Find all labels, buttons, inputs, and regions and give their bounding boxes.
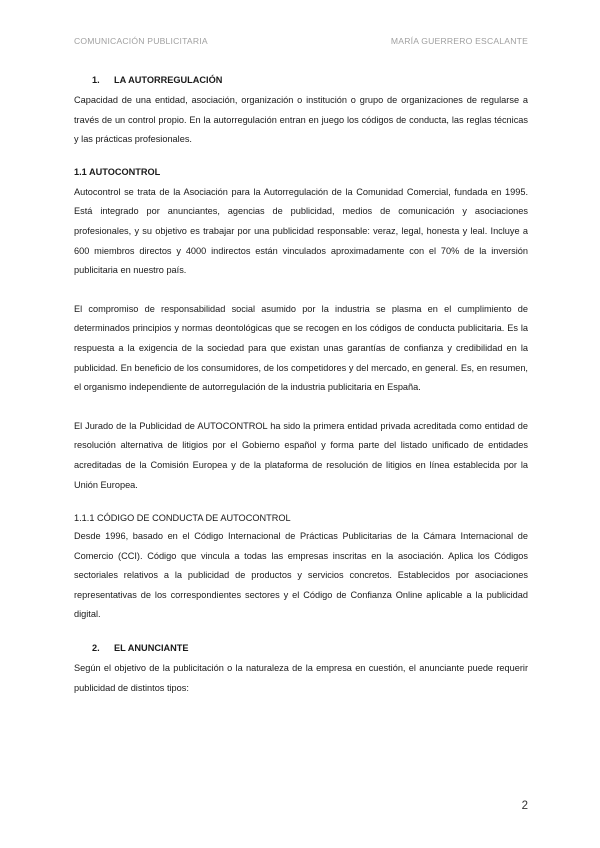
section-1-1-1-heading: 1.1.1 CÓDIGO DE CONDUCTA DE AUTOCONTROL [74,513,291,524]
header-course-title: COMUNICACIÓN PUBLICITARIA [74,36,208,46]
section-1-1-1-paragraph: Desde 1996, basado en el Código Internacional de Prácticas Publicitarias de la Cámara Internacional de Comercio (CCI). Código que vincula a todas las empresas inscritas en la asociación. Aplica los Códigos sectoriales relativos a la publicidad de productos y servicios concretos. Establecidos por asociaciones representativas de los correspondientes sectores y el Código de Confianza Online aplicable a la publicidad digital. [74,531,528,620]
section-1-1-paragraph-3: El Jurado de la Publicidad de AUTOCONTROL ha sido la primera entidad privada acreditada como entidad de resolución alternativa de litigios por el Gobierno español y forma parte del listado unificado de entidades acreditadas de la Comisión Europea y de la plataforma de resolución de litigios en línea establecida por la Unión Europea. [74,420,528,490]
section-1-heading [74,71,528,89]
section-1-number: 1. [92,75,100,85]
section-2-number: 2. [92,643,100,654]
header-author-name: MARÍA GUERRERO ESCALANTE [390,36,528,46]
section-1-1-paragraph-2: El compromiso de responsabilidad social asumido por la industria se plasma en el cumplimiento de determinados principios y normas deontológicas que se recogen en los códigos de conducta publicitaria. Es la respuesta a la exigencia de la sociedad para que existan unas garantías de confianza y credibilidad en la publicidad. En beneficio de los consumidores, de los competidores y del mercado, en general. Es, en resumen, el organismo independiente de autorregulación de la industria publicitaria en España. [74,303,528,393]
section-1-title: LA AUTORREGULACIÓN [114,75,223,85]
section-2-paragraph: Según el objetivo de la publicitación o la naturaleza de la empresa en cuestión, el anunciante puede requerir publicidad de distintos tipos: [74,663,528,693]
document-body [74,71,528,698]
section-1-1-paragraph-1: Autocontrol se trata de la Asociación para la Autorregulación de la Comunidad Comercial, fundada en 1995. Está integrado por anunciantes, agencias de publicidad, medios de comunicación y asociaciones profesionales, y su objetivo es trabajar por una publicidad responsable: veraz, legal, honesta y leal. Incluye a 600 miembros directos y 4000 indirectos están vinculados aproximadamente con el 70% de la inversión publicitaria en nuestro país. [74,186,528,276]
page-number: 2 [521,800,528,812]
section-1-1-heading: 1.1 AUTOCONTROL [74,166,161,177]
section-2-title: EL ANUNCIANTE [114,643,189,654]
section-1-paragraph: Capacidad de una entidad, asociación, organización o institución o grupo de organizaciones de regularse a través de un control propio. En la autorregulación entran en juego los códigos de conducta, las reglas técnicas y las prácticas profesionales. [74,95,528,145]
section-2-heading [74,639,528,657]
